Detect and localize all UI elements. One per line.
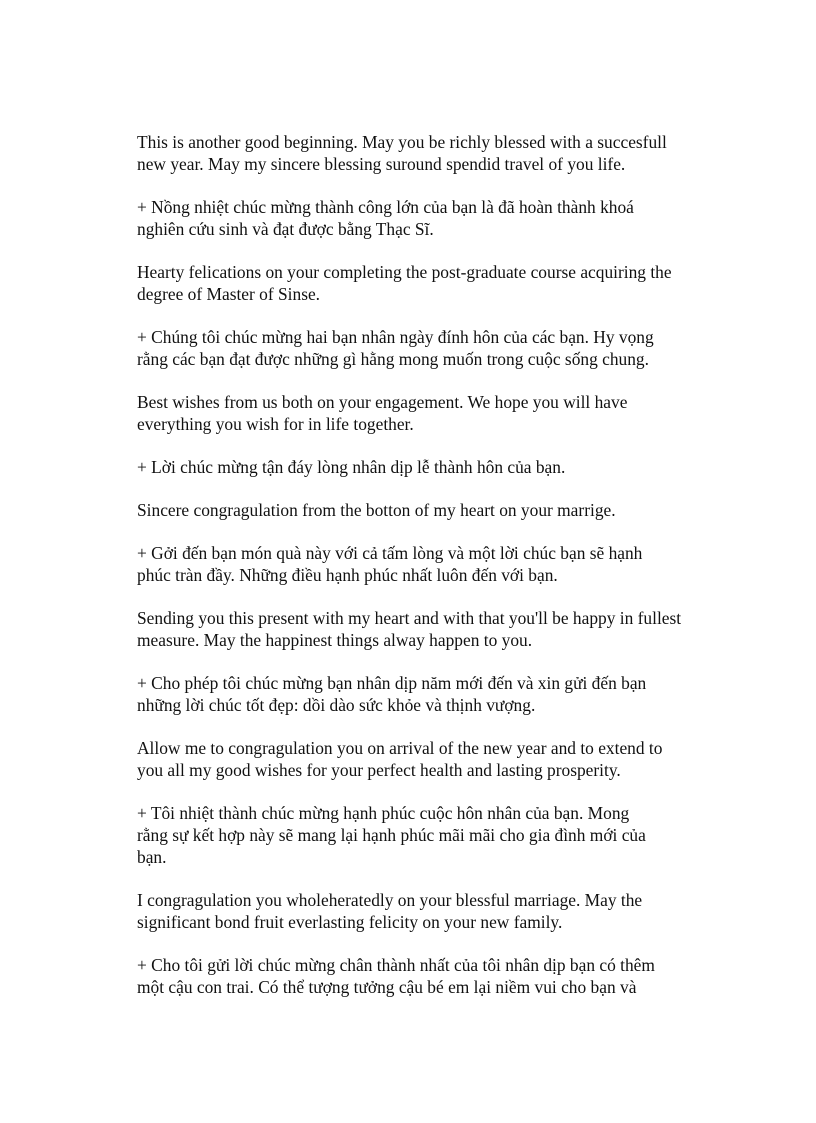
paragraph-13: I congragulation you wholeheratedly on your blessful marriage. May the significant bond fruit everlasting felicity on your new family. (137, 890, 643, 932)
paragraph-7: Sincere congragulation from the botton of my heart on your marrige. (137, 500, 616, 520)
paragraph-5: Best wishes from us both on your engagement. We hope you will have everything you wish for in life together. (137, 392, 628, 434)
paragraph-6: + Lời chúc mừng tận đáy lòng nhân dịp lễ thành hôn của bạn. (137, 457, 566, 477)
paragraph-14: + Cho tôi gửi lời chúc mừng chân thành nhất của tôi nhân dịp bạn có thêm một cậu con trai. Có thể tượng tưởng cậu bé em lại niềm vui cho bạn và (137, 955, 655, 997)
document-body (137, 131, 747, 1019)
paragraph-9: Sending you this present with my heart and with that you'll be happy in fullest measure. May the happinest things alway happen to you. (137, 608, 682, 650)
paragraph-1: This is another good beginning. May you be richly blessed with a succesfull new year. May my sincere blessing suround spendid travel of you life. (137, 132, 667, 174)
paragraph-3: Hearty felications on your completing the post-graduate course acquiring the degree of Master of Sinse. (137, 262, 672, 304)
paragraph-12: + Tôi nhiệt thành chúc mừng hạnh phúc cuộc hôn nhân của bạn. Mong rằng sự kết hợp này sẽ mang lại hạnh phúc mãi mãi cho gia đình mới của bạn. (137, 803, 646, 867)
paragraph-4: + Chúng tôi chúc mừng hai bạn nhân ngày đính hôn của các bạn. Hy vọng rằng các bạn đạt được những gì hằng mong muốn trong cuộc sống chung. (137, 327, 654, 369)
paragraph-10: + Cho phép tôi chúc mừng bạn nhân dịp năm mới đến và xin gửi đến bạn những lời chúc tốt đẹp: dồi dào sức khỏe và thịnh vượng. (137, 673, 647, 715)
paragraph-8: + Gởi đến bạn món quà này với cả tấm lòng và một lời chúc bạn sẽ hạnh phúc tràn đầy. Những điều hạnh phúc nhất luôn đến với bạn. (137, 543, 643, 585)
paragraph-11: Allow me to congragulation you on arrival of the new year and to extend to you all my good wishes for your perfect health and lasting prosperity. (137, 738, 663, 780)
paragraph-2: + Nồng nhiệt chúc mừng thành công lớn của bạn là đã hoàn thành khoá nghiên cứu sinh và đạt được bằng Thạc Sĩ. (137, 197, 634, 239)
